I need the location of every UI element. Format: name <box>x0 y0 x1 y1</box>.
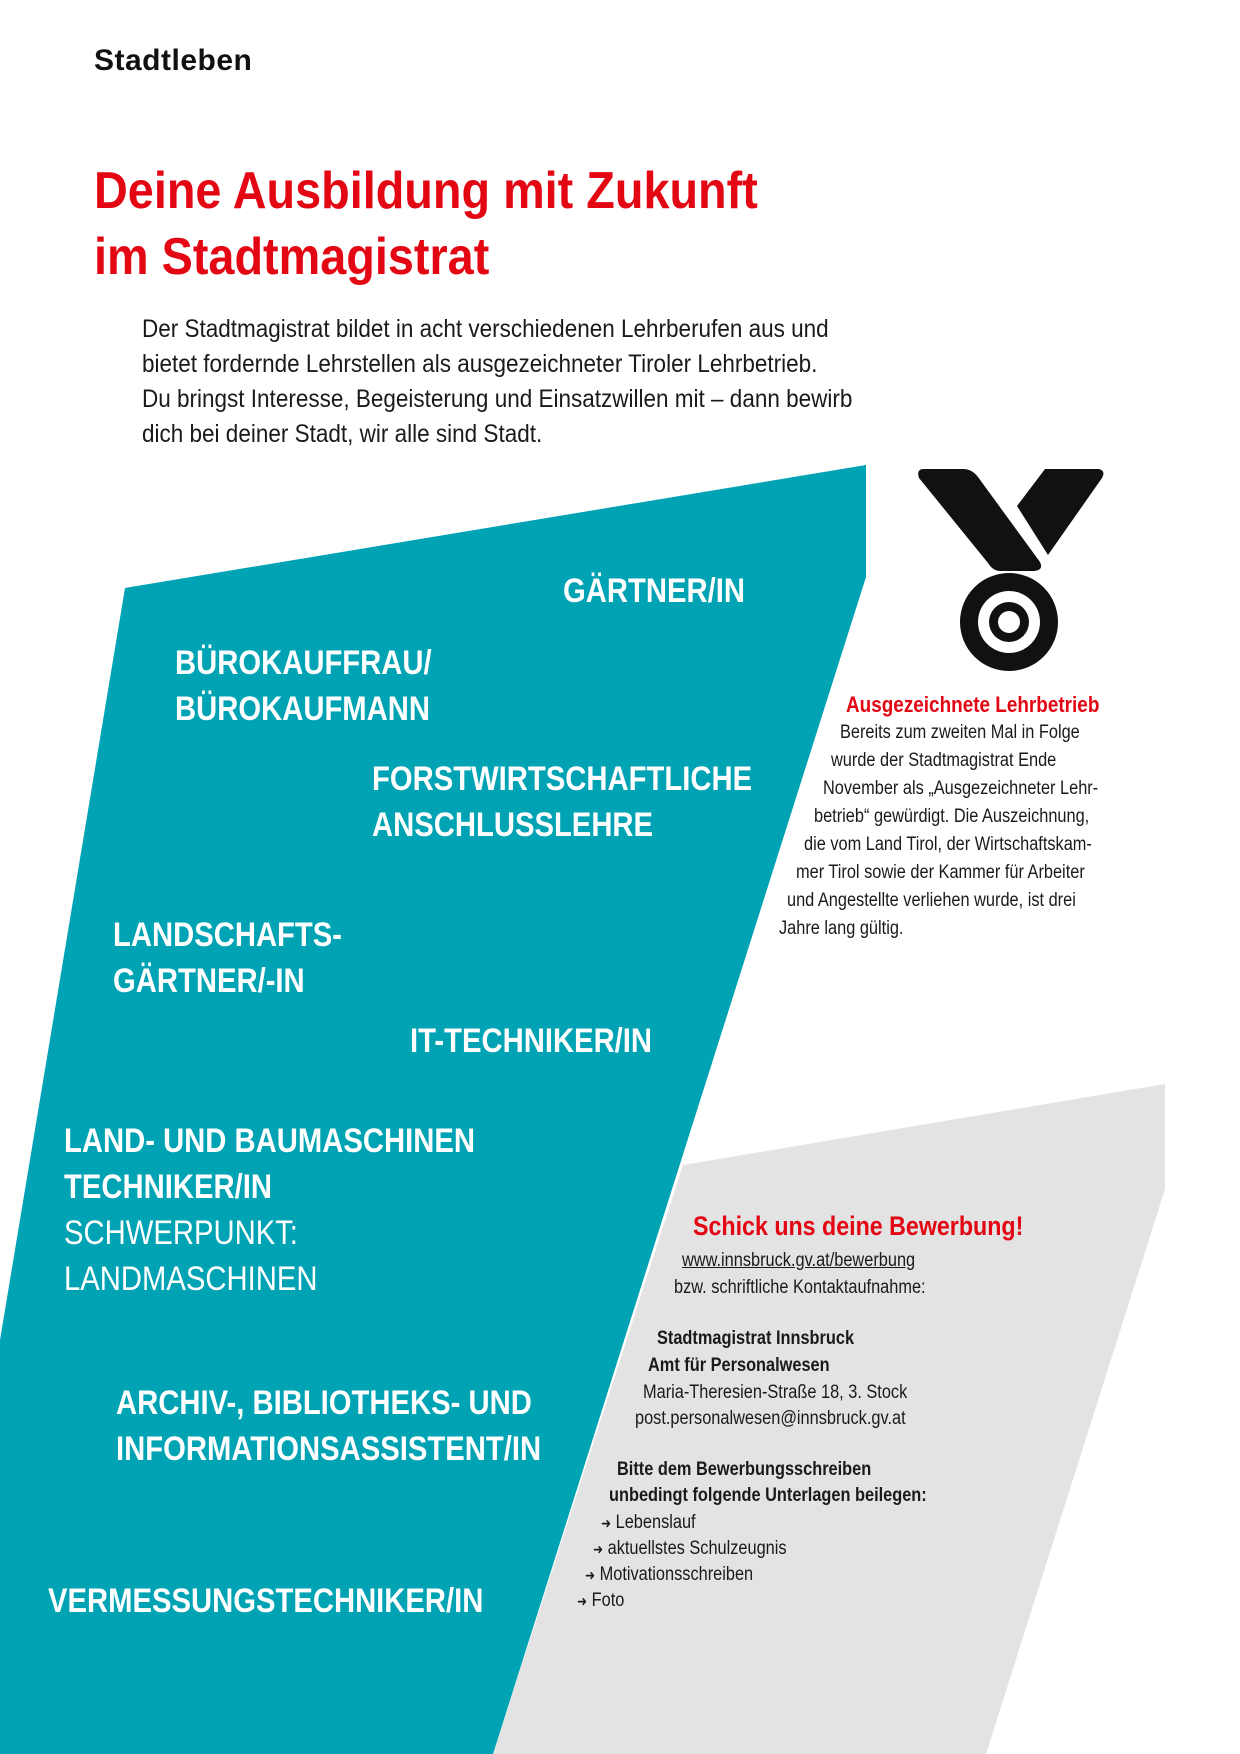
email[interactable]: post.personalwesen@innsbruck.gv.at <box>635 1408 906 1429</box>
intro-text <box>142 312 852 452</box>
arrow-icon: ➜ <box>593 1541 604 1557</box>
org-name: Stadtmagistrat Innsbruck <box>657 1328 855 1349</box>
doc-label: Motivationsschreiben <box>599 1564 754 1585</box>
job-vermessung: VERMESSUNGSTECHNIKER/IN <box>48 1582 484 1620</box>
application-link[interactable]: www.innsbruck.gv.at/bewerbung <box>682 1250 916 1271</box>
award-line: die vom Land Tirol, der Wirtschaftskam- <box>804 834 1092 855</box>
job-landschaftsgaertner <box>113 912 342 1004</box>
award-line: betrieb“ gewürdigt. Die Auszeichnung, <box>814 806 1090 827</box>
docs-heading: Bitte dem Bewerbungsschreiben <box>617 1459 872 1480</box>
job-line: ARCHIV-, BIBLIOTHEKS- UND <box>116 1384 532 1422</box>
job-line: LAND- UND BAUMASCHINEN <box>64 1122 475 1160</box>
title-line: im Stadtmagistrat <box>94 228 490 286</box>
award-line: und Angestellte verliehen wurde, ist drei <box>787 890 1076 911</box>
doc-item <box>577 1590 624 1612</box>
job-line: BÜROKAUFFRAU/ <box>175 644 432 682</box>
award-line: wurde der Stadtmagistrat Ende <box>831 750 1057 771</box>
job-landmaschinen <box>64 1118 475 1302</box>
doc-label: Lebenslauf <box>615 1512 696 1533</box>
job-line: TECHNIKER/IN <box>64 1168 272 1206</box>
award-line: Bereits zum zweiten Mal in Folge <box>840 722 1080 743</box>
page-title <box>94 158 758 290</box>
intro-line: bietet fordernde Lehrstellen als ausgezeichneter Tiroler Lehrbetrieb. <box>142 350 818 378</box>
doc-item <box>601 1512 696 1534</box>
doc-item <box>593 1538 787 1560</box>
award-line: mer Tirol sowie der Kammer für Arbeiter <box>796 862 1085 883</box>
job-archiv <box>116 1380 541 1472</box>
job-it-techniker: IT-TECHNIKER/IN <box>410 1022 653 1060</box>
award-line: November als „Ausgezeichneter Lehr- <box>823 778 1099 799</box>
title-line: Deine Ausbildung mit Zukunft <box>94 162 758 220</box>
doc-label: Foto <box>591 1590 625 1611</box>
intro-line: Der Stadtmagistrat bildet in acht verschiedenen Lehrberufen aus und <box>142 315 829 343</box>
medal-icon <box>918 469 1103 671</box>
docs-heading: unbedingt folgende Unterlagen beilegen: <box>609 1485 927 1506</box>
job-forst <box>372 756 752 848</box>
section-label: Stadtleben <box>94 44 253 77</box>
apply-heading: Schick uns deine Bewerbung! <box>693 1211 1024 1241</box>
contact-note: bzw. schriftliche Kontaktaufnahme: <box>674 1277 926 1298</box>
address: Maria-Theresien-Straße 18, 3. Stock <box>643 1382 908 1403</box>
intro-line: Du bringst Interesse, Begeisterung und Einsatzwillen mit – dann bewirb <box>142 385 853 413</box>
arrow-icon: ➜ <box>585 1567 596 1583</box>
job-buerokaufmann <box>175 640 432 732</box>
arrow-icon: ➜ <box>601 1515 612 1531</box>
department: Amt für Personalwesen <box>648 1355 830 1376</box>
job-line: SCHWERPUNKT: <box>64 1214 298 1252</box>
doc-label: aktuellstes Schulzeugnis <box>607 1538 787 1559</box>
job-line: LANDMASCHINEN <box>64 1260 318 1298</box>
job-line: INFORMATIONSASSISTENT/IN <box>116 1430 542 1468</box>
job-gaertner: GÄRTNER/IN <box>563 572 745 610</box>
job-line: GÄRTNER/-IN <box>113 962 305 1000</box>
job-line: FORSTWIRTSCHAFTLICHE <box>372 760 753 798</box>
job-line: LANDSCHAFTS- <box>113 916 343 954</box>
award-line: Jahre lang gültig. <box>779 918 904 939</box>
job-line: ANSCHLUSSLEHRE <box>372 806 654 844</box>
intro-line: dich bei deiner Stadt, wir alle sind Stadt. <box>142 420 543 448</box>
job-line: BÜROKAUFMANN <box>175 690 431 728</box>
award-heading: Ausgezeichnete Lehrbetrieb <box>846 692 1100 717</box>
arrow-icon: ➜ <box>577 1593 588 1609</box>
doc-item <box>585 1564 753 1586</box>
